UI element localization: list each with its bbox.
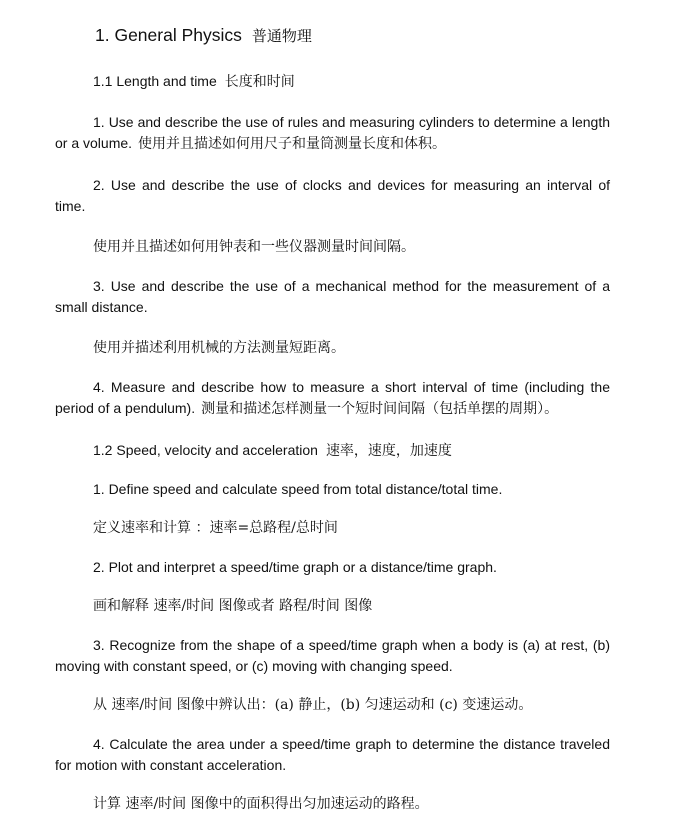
paragraph-length-3 bbox=[55, 276, 610, 318]
subsection-title-speed bbox=[55, 440, 610, 461]
paragraph-speed-2-zh: 画和解释 速率/时间 图像或者 路程/时间 图像 bbox=[93, 598, 373, 614]
paragraph-speed-4-zh: 计算 速率/时间 图像中的面积得出匀加速运动的路程。 bbox=[93, 796, 429, 812]
section-title bbox=[55, 22, 610, 48]
paragraph-en: 4. Measure and describe how to measure a short interval of time (including the period of a pendulum). bbox=[55, 379, 610, 416]
paragraph-length-2 bbox=[55, 175, 610, 217]
paragraph-en: 3. Use and describe the use of a mechanical method for the measurement of a small distance. bbox=[55, 278, 610, 315]
paragraph-speed-3 bbox=[55, 635, 610, 677]
paragraph-length-2-zh: 使用并且描述如何用钟表和一些仪器测量时间间隔。 bbox=[93, 239, 415, 255]
subsection-title-en: 1.1 Length and time bbox=[93, 73, 217, 89]
paragraph-en: 2. Plot and interpret a speed/time graph or a distance/time graph. bbox=[93, 559, 497, 575]
paragraph-speed-4 bbox=[55, 734, 610, 776]
paragraph-zh: 测量和描述怎样测量一个短时间间隔（包括单摆的周期）。 bbox=[201, 401, 559, 417]
subsection-title-zh: 长度和时间 bbox=[224, 74, 295, 90]
paragraph-en: 4. Calculate the area under a speed/time graph to determine the distance traveled for motion with constant acceleration. bbox=[55, 736, 610, 773]
paragraph-speed-3-zh: 从 速率/时间 图像中辨认出：(a) 静止，(b) 匀速运动和 (c) 变速运动。 bbox=[93, 697, 533, 713]
subsection-title-zh: 速率，速度，加速度 bbox=[325, 443, 452, 459]
paragraph-en: 1. Define speed and calculate speed from total distance/total time. bbox=[93, 481, 503, 497]
paragraph-zh: 使用并且描述如何用尺子和量筒测量长度和体积。 bbox=[138, 136, 447, 152]
paragraph-en: 1. Use and describe the use of rules and measuring cylinders to determine a length or a volume. bbox=[55, 114, 610, 151]
subsection-title-en: 1.2 Speed, velocity and acceleration bbox=[93, 442, 318, 458]
section-title-zh: 普通物理 bbox=[251, 27, 312, 45]
paragraph-length-4 bbox=[55, 377, 610, 420]
document-page bbox=[55, 22, 610, 815]
paragraph-speed-2 bbox=[55, 557, 610, 578]
paragraph-en: 3. Recognize from the shape of a speed/time graph when a body is (a) at rest, (b) moving with constant speed, or (c) moving with changing speed. bbox=[55, 637, 610, 674]
paragraph-length-1 bbox=[55, 112, 610, 155]
paragraph-en: 2. Use and describe the use of clocks and devices for measuring an interval of time. bbox=[55, 177, 610, 214]
section-title-en: 1. General Physics bbox=[95, 25, 242, 45]
subsection-title-length-time bbox=[55, 71, 610, 92]
paragraph-length-3-zh: 使用并描述利用机械的方法测量短距离。 bbox=[93, 340, 345, 356]
paragraph-speed-1-zh: 定义速率和计算 ：速率=总路程/总时间 bbox=[93, 520, 338, 536]
paragraph-speed-1 bbox=[55, 479, 610, 500]
